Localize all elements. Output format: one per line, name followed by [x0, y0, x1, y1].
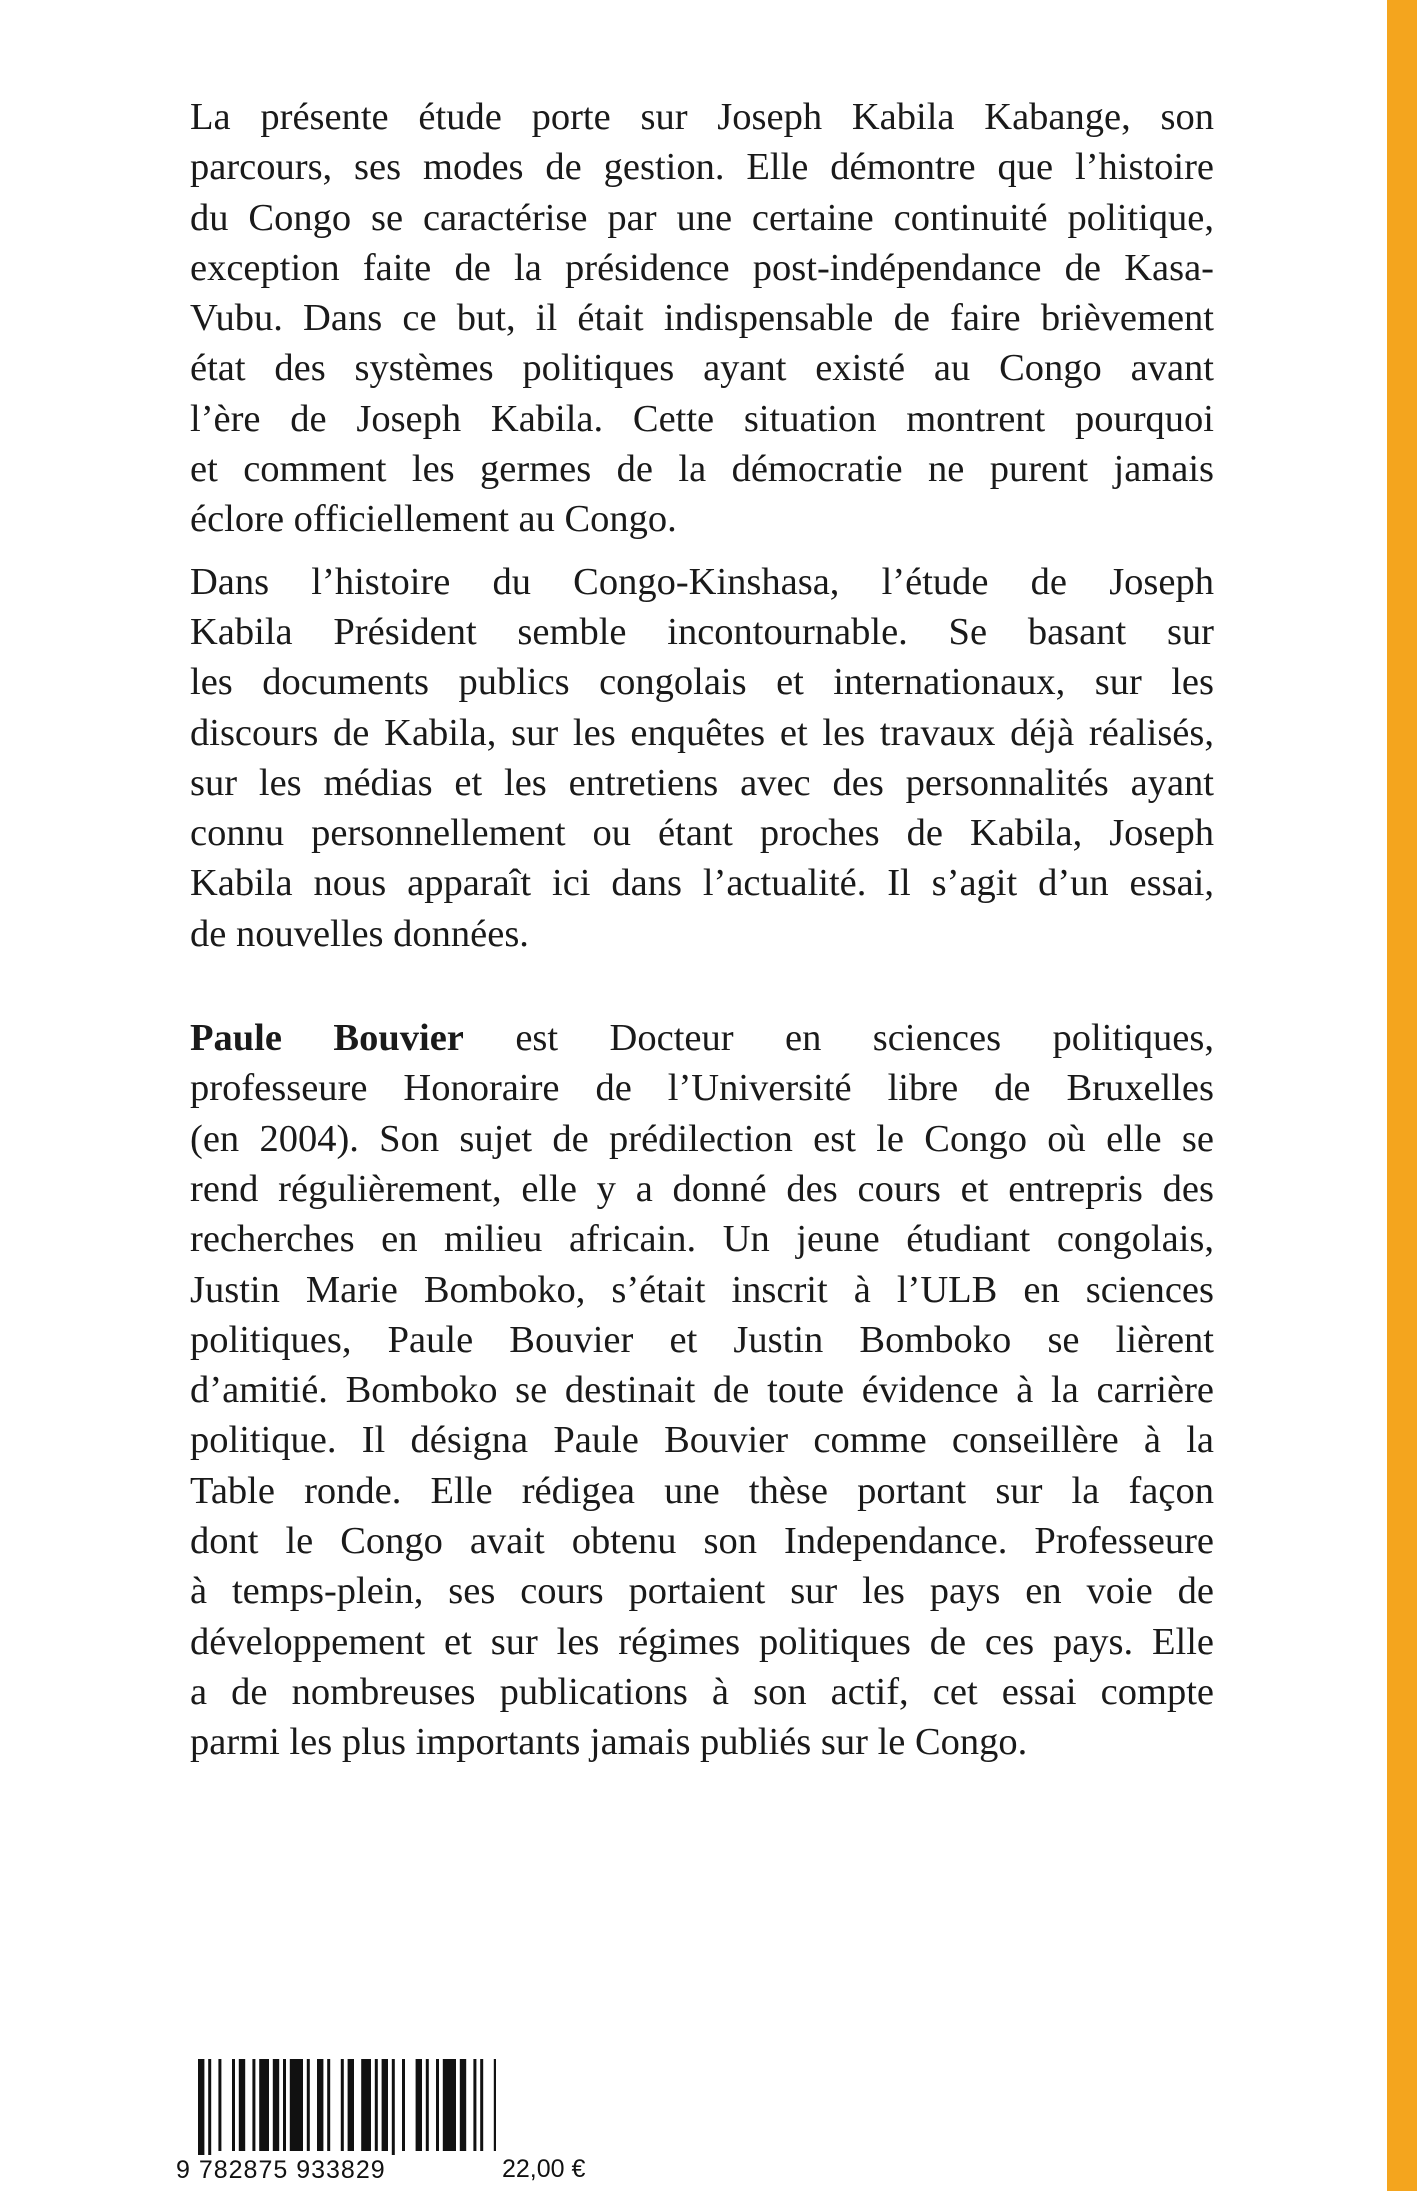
barcode-bar: [348, 2059, 354, 2151]
text-line: Kabila nous apparaît ici dans l’actualité. Il s’agit d’un essai,: [190, 862, 1214, 905]
text-line: recherches en milieu africain. Un jeune étudiant congolais,: [190, 1218, 1214, 1261]
text-line: sur les médias et les entretiens avec des personnalités ayant: [190, 761, 1214, 804]
barcode-bar: [239, 2059, 245, 2151]
barcode-bar: [494, 2059, 496, 2151]
barcode-bar: [198, 2059, 204, 2155]
text-line: état des systèmes politiques ayant existé au Congo avant: [190, 347, 1214, 390]
barcode-bar: [290, 2059, 303, 2151]
barcode-bar: [341, 2059, 344, 2151]
text-line: Kabila Président semble incontournable. Se basant sur: [190, 610, 1214, 653]
abstract-paragraph-1: [190, 92, 1214, 545]
barcode-bar: [402, 2059, 405, 2151]
barcode-bar: [436, 2059, 439, 2151]
back-cover-text: [190, 92, 1214, 1768]
text-line: Table ronde. Elle rédigea une thèse portant sur la façon: [190, 1469, 1214, 1512]
author-name: Paule Bouvier: [190, 1017, 464, 1060]
barcode-bar: [361, 2059, 371, 2151]
author-bio: [190, 1013, 1214, 1767]
barcode-bars: [176, 2059, 496, 2155]
barcode-bar: [208, 2059, 211, 2155]
text-line: professeure Honoraire de l’Université libre de Bruxelles: [190, 1067, 1214, 1110]
barcode-bar: [443, 2059, 456, 2151]
barcode-bar: [392, 2059, 395, 2155]
text-line: politiques, Paule Bouvier et Justin Bomboko se lièrent: [190, 1318, 1214, 1361]
text-line: l’ère de Joseph Kabila. Cette situation montrent pourquoi: [190, 397, 1214, 440]
barcode-bar: [460, 2059, 466, 2151]
text-line: connu personnellement ou étant proches de Kabila, Joseph: [190, 812, 1214, 855]
text-line: de nouvelles données.: [190, 912, 529, 955]
text-line: éclore officiellement au Congo.: [190, 498, 677, 541]
text-line: Justin Marie Bomboko, s’était inscrit à l’ULB en sciences: [190, 1268, 1214, 1311]
text-line: parcours, ses modes de gestion. Elle démontre que l’histoire: [190, 146, 1214, 189]
barcode-bar: [426, 2059, 429, 2151]
barcode-bar: [259, 2059, 269, 2151]
barcode-bar: [307, 2059, 310, 2151]
text-line: à temps-plein, ses cours portaient sur les pays en voie de: [190, 1570, 1214, 1613]
text-line: du Congo se caractérise par une certaine continuité politique,: [190, 196, 1214, 239]
bio-first-line-rest: est Docteur en sciences politiques,: [463, 1017, 1214, 1060]
barcode-bar: [480, 2059, 483, 2151]
text-line: rend régulièrement, elle y a donné des cours et entrepris des: [190, 1167, 1214, 1210]
text-line: développement et sur les régimes politiques de ces pays. Elle: [190, 1620, 1214, 1663]
isbn-digits: 9 782875 933829: [176, 2156, 386, 2184]
barcode-bar: [416, 2059, 422, 2151]
barcode-bar: [317, 2059, 323, 2151]
orange-spine-band: [1387, 0, 1417, 2191]
text-line: les documents publics congolais et internationaux, sur les: [190, 661, 1214, 704]
text-line: d’amitié. Bomboko se destinait de toute évidence à la carrière: [190, 1369, 1214, 1412]
barcode-bar: [232, 2059, 235, 2151]
text-line: et comment les germes de la démocratie ne purent jamais: [190, 448, 1214, 491]
barcode-bar: [473, 2059, 476, 2151]
barcode-bar: [273, 2059, 279, 2151]
text-line: exception faite de la présidence post-indépendance de Kasa-: [190, 246, 1214, 289]
text-line: [190, 1013, 1214, 1063]
barcode-bar: [283, 2059, 286, 2151]
barcode-bar: [252, 2059, 255, 2151]
price-label: 22,00 €: [502, 2155, 586, 2183]
abstract-paragraph-2: [190, 557, 1214, 959]
barcode-bar: [218, 2059, 221, 2151]
text-line: Vubu. Dans ce but, il était indispensable de faire brièvement: [190, 297, 1214, 340]
text-line: Dans l’histoire du Congo-Kinshasa, l’étude de Joseph: [190, 560, 1214, 603]
text-line: a de nombreuses publications à son actif, cet essai compte: [190, 1670, 1214, 1713]
barcode-bar: [382, 2059, 388, 2151]
text-line: parmi les plus importants jamais publiés sur le Congo.: [190, 1721, 1028, 1764]
text-line: dont le Congo avait obtenu son Independance. Professeure: [190, 1520, 1214, 1563]
isbn-barcode: [176, 2059, 496, 2184]
barcode-bar: [327, 2059, 330, 2151]
text-line: (en 2004). Son sujet de prédilection est le Congo où elle se: [190, 1117, 1214, 1160]
text-line: La présente étude porte sur Joseph Kabila Kabange, son: [190, 96, 1214, 138]
text-line: discours de Kabila, sur les enquêtes et les travaux déjà réalisés,: [190, 711, 1214, 754]
text-line: politique. Il désigna Paule Bouvier comme conseillère à la: [190, 1419, 1214, 1462]
barcode-bar: [375, 2059, 378, 2151]
